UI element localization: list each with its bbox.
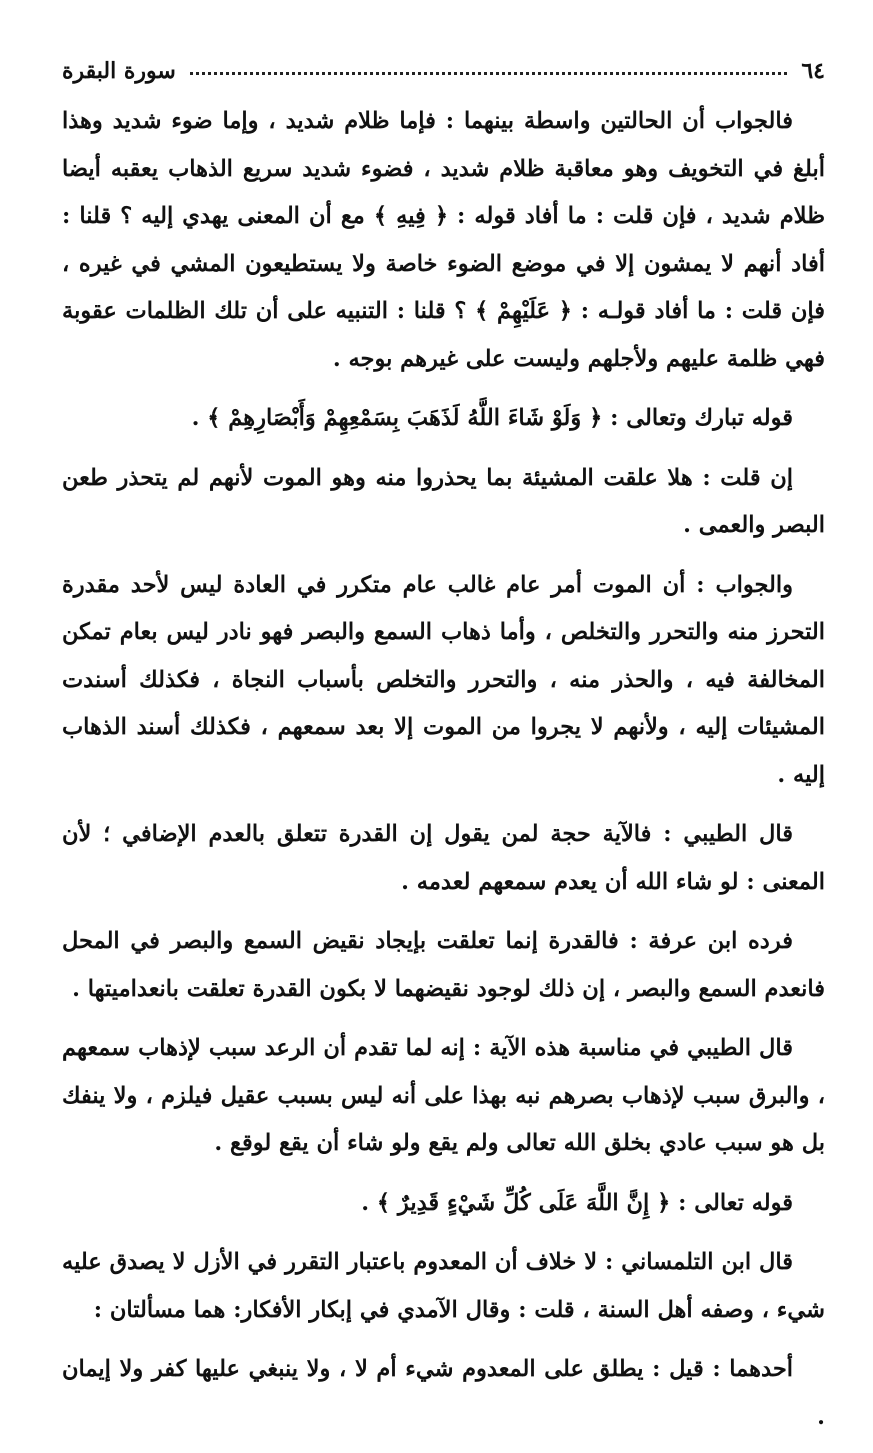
page-number: ٦٤: [801, 58, 825, 84]
paragraph-question-will: إن قلت : هلا علقت المشيئة بما يحذروا منه وهو الموت لأنهم لم يتحذر طعن البصر والعمى .: [62, 464, 825, 538]
paragraph-answer-two-states: فالجواب أن الحالتين واسطة بينهما : فإما ظلام شديد ، وإما ضوء شديد وهذا أبلغ في التخويف وهو معاقبة ظلام شديد ، فضوء شديد سريع الذهاب يعقبه أيضا ظلام شديد ، فإن قلت : ما أفاد قوله : ﴿ فِيهِ ﴾ مع أن المعنى يهدي إليه ؟ قلنا : أفاد أنهم لا يمشون إلا في موضع الضوء خاصة ولا يستطيعون المشي في غيره ، فإن قلت : ما أفاد قولـه : ﴿ عَلَيْهِمْ ﴾ ؟ قلنا : التنبيه على أن تلك الظلمات عقوبة فهي ظلمة عليهم ولأجلهم وليست على غيرهم بوجه .: [62, 108, 825, 372]
paragraph-verse-hearing-sight: قوله تبارك وتعالى : ﴿ وَلَوْ شَاءَ اللَّهُ لَذَهَبَ بِسَمْعِهِمْ وَأَبْصَارِهِمْ ﴾ .: [191, 405, 793, 431]
surah-title: سورة البقرة: [62, 58, 176, 84]
page-header: [62, 58, 825, 84]
paragraph-tibi-relevance: قال الطيبي في مناسبة هذه الآية : إنه لما تقدم أن الرعد سبب لإذهاب سمعهم ، والبرق سبب لإذهاب بصرهم نبه بهذا على أنه ليس بسبب عقيل فيلزم ، ولا ينفك بل هو سبب عادي بخلق الله تعالى ولم يقع ولو شاء أن يقع لوقع .: [62, 1035, 825, 1156]
header-dotted-rule: [190, 72, 788, 75]
paragraph-tibi-argument: قال الطيبي : فالآية حجة لمن يقول إن القدرة تتعلق بالعدم الإضافي ؛ لأن المعنى : لو شاء الله أن يعدم سمعهم لعدمه .: [62, 821, 825, 895]
paragraph-ibn-arafa-reply: فرده ابن عرفة : فالقدرة إنما تعلقت بإيجاد نقيض السمع والبصر في المحل فانعدم السمع والبصر ، إن ذلك لوجود نقيضهما لا بكون القدرة تعلقت بانعداميتها .: [62, 928, 825, 1002]
paragraph-answer-death: والجواب : أن الموت أمر عام غالب عام متكرر في العادة ليس لأحد مقدرة التحرز منه والتحرر والتخلص ، وأما ذهاب السمع والبصر فهو نادر ليس بعام تمكن المخالفة فيه ، والحذر منه ، والتحرر والتخلص بأسباب النجاة ، فكذلك أسندت المشيئات إليه ، ولأنهم لا يجروا من الموت إلا بعد سمعهم ، فكذلك أسند الذهاب إليه .: [62, 571, 825, 788]
paragraph-first-issue: أحدهما : قيل : يطلق على المعدوم شيء أم لا ، ولا ينبغي عليها كفر ولا إيمان .: [62, 1356, 825, 1430]
paragraph-verse-omnipotent: قوله تعالى : ﴿ إِنَّ اللَّهَ عَلَى كُلِّ شَيْءٍ قَدِيرٌ ﴾ .: [361, 1189, 793, 1216]
body-text: [62, 98, 825, 1453]
paragraph-ibn-tilimsani: قال ابن التلمساني : لا خلاف أن المعدوم باعتبار التقرر في الأزل لا يصدق عليه شيء ، وصفه أهل السنة ، قلت : وقال الآمدي في إبكار الأفكار: هما مسألتان :: [62, 1249, 825, 1323]
